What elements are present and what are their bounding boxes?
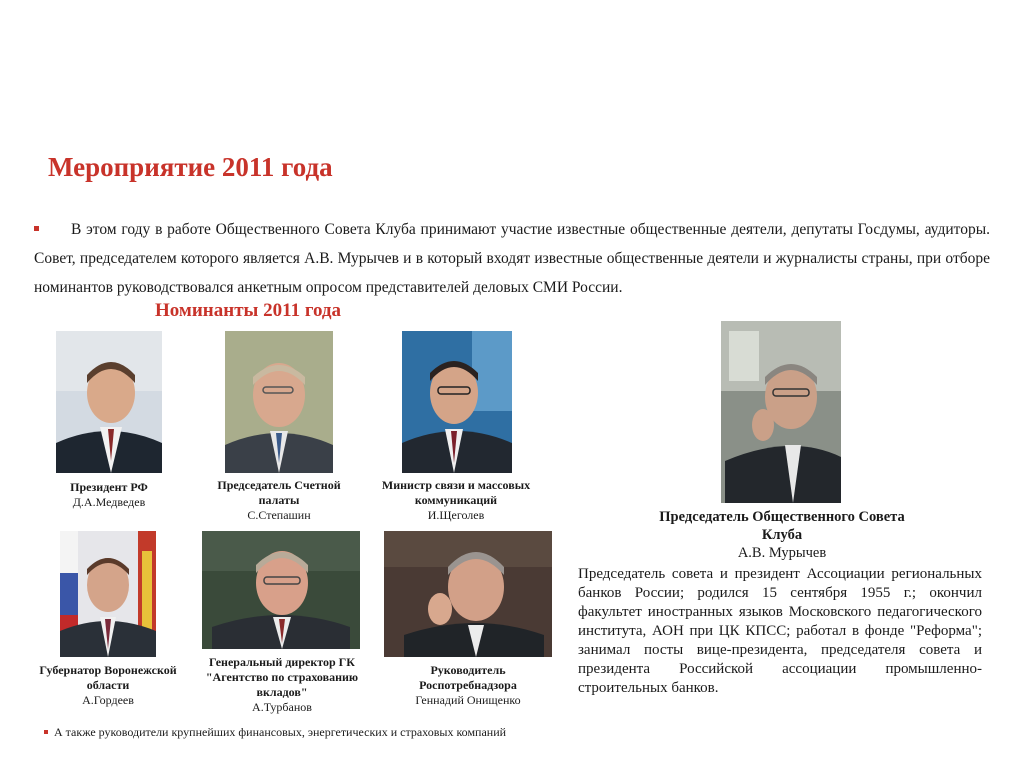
nominee-name: Геннадий Онищенко: [415, 693, 521, 707]
nominee-name: Д.А.Медведев: [72, 495, 146, 509]
chair-bio: Председатель совета и президент Ассоциации региональных банков России; родился 15 сентября 1955 г.; окончил факультет иностранных языков Московского педагогического института, АОН при ЦК КПСС; работал в фонде "Реформа"; занимал посты вице-президента, председателя совета и президента Российской ассоциации промышленно-строительных банков.: [578, 566, 982, 696]
footnote: [44, 725, 564, 740]
portrait-icon: [202, 531, 360, 649]
nominee-photo-6: [384, 531, 552, 657]
nominee-role: Президент РФ: [70, 480, 148, 494]
chair-role: Председатель Общественного Совета Клуба: [659, 509, 905, 543]
portrait-icon: [56, 331, 162, 473]
nominee-name: А.Гордеев: [82, 693, 134, 707]
nominee-photo-4: [60, 531, 156, 657]
portrait-icon: [225, 331, 333, 473]
nominee-photo-1: [56, 331, 162, 473]
chair-name: А.В. Мурычев: [737, 545, 827, 561]
portrait-icon: [402, 331, 512, 473]
nominee-caption-3: [366, 478, 546, 523]
nominees-title: Номинанты 2011 года: [155, 300, 342, 321]
intro-text: В этом году в работе Общественного Совета Клуба принимают участие известные общественные деятели, депутаты Госдумы, аудиторы. Совет, председателем которого является А.В. Мурычев и в который входят известные общественные деятели и журналисты страны, при отборе номинантов руководствовался анкетным опросом представителей деловых СМИ России.: [34, 221, 990, 296]
portrait-icon: [384, 531, 552, 657]
nominee-name: А.Турбанов: [252, 700, 312, 714]
nominee-caption-6: [386, 663, 550, 708]
nominee-role: Губернатор Воронежской области: [39, 663, 177, 692]
nominee-role: Генеральный директор ГК "Агентство по страхованию вкладов": [205, 655, 359, 699]
nominee-photo-5: [202, 531, 360, 649]
chair-photo: [721, 321, 841, 503]
portrait-icon: [721, 321, 841, 503]
nominee-caption-5: [196, 655, 368, 715]
nominee-photo-3: [402, 331, 512, 473]
bullet-icon: [44, 730, 48, 734]
chair-caption: [640, 508, 924, 562]
nominee-name: И.Щеголев: [427, 508, 485, 522]
portrait-icon: [60, 531, 156, 657]
nominee-role: Председатель Счетной палаты: [217, 478, 341, 507]
nominee-name: С.Степашин: [247, 508, 311, 522]
nominee-caption-4: [28, 663, 188, 708]
page-title: Мероприятие 2011 года: [48, 152, 333, 182]
nominee-photo-2: [225, 331, 333, 473]
intro-paragraph: [34, 215, 990, 302]
nominee-caption-1: [40, 480, 178, 510]
nominee-role: Руководитель Роспотребнадзора: [419, 663, 517, 692]
bullet-icon: [34, 226, 39, 231]
nominee-caption-2: [205, 478, 353, 523]
nominee-role: Министр связи и массовых коммуникаций: [381, 478, 531, 507]
footnote-text: А также руководители крупнейших финансовых, энергетических и страховых компаний: [54, 725, 507, 739]
